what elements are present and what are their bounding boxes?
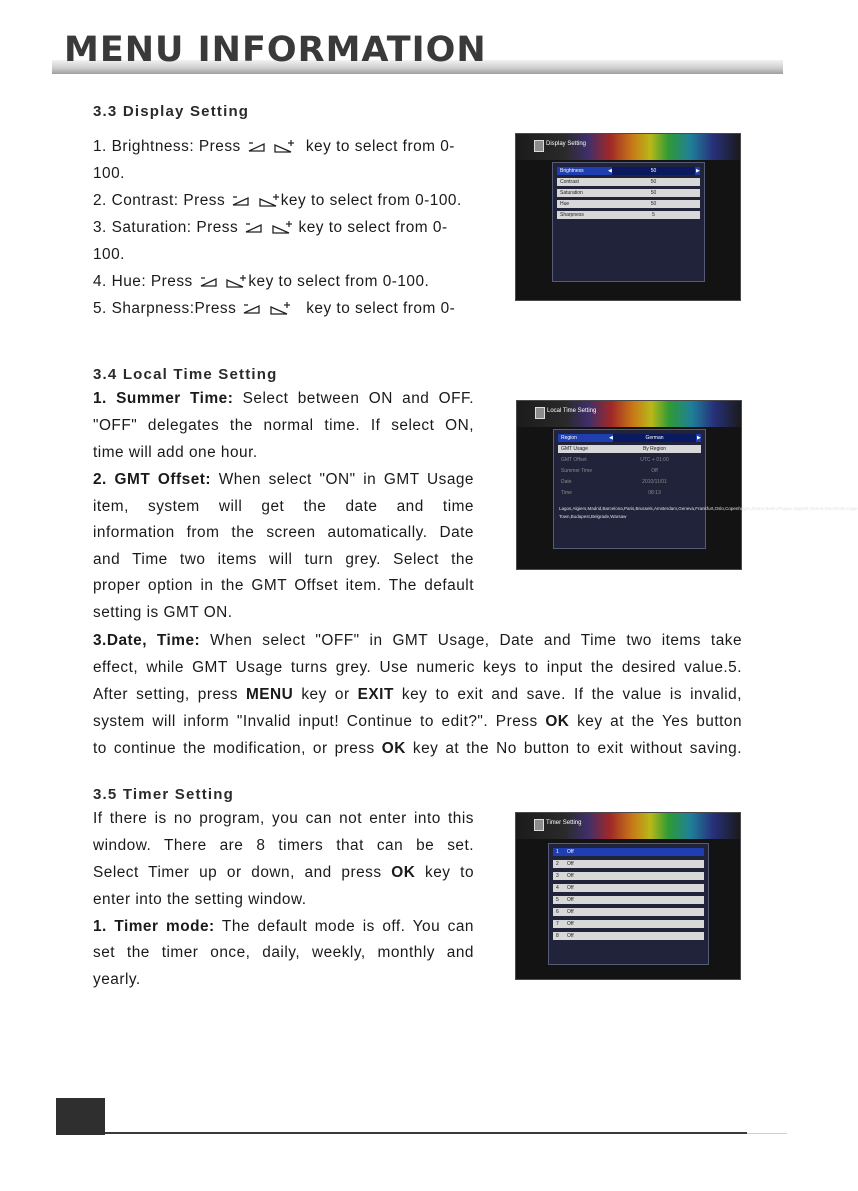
timer-row[interactable]: 2 Off <box>553 860 704 868</box>
region-city-list: Lagos,Algiers,Madrid,Barcelona,Paris,Brussels,Amsterdam,Geneva,Frankfurt,Oslo,Copenhagen,Rome,Berlin,Prague,Zagreb,Vienna,Stockholm,Cape Town,Budapest,Belgrade,Warsaw <box>559 506 858 519</box>
timer-line-1: If there is no program, you can not enter into this <box>93 810 474 827</box>
gmt-offset-line-2: item, system will get the date and time <box>93 498 474 515</box>
footer-rule-light <box>747 1133 787 1134</box>
display-item-saturation: 3. Saturation: Press key to select from 0- <box>93 219 448 236</box>
volume-minus-key-icon <box>199 275 219 288</box>
screen-title-bar <box>516 813 740 839</box>
date-time-line-3: After setting, press MENU key or EXIT key to exit and save. If the value is invalid, <box>93 686 742 703</box>
setting-row[interactable]: Hue 50 <box>557 200 700 208</box>
arrow-left-icon: ◀ <box>609 435 613 441</box>
setting-row[interactable]: Time 08:13 <box>561 490 661 496</box>
volume-plus-key-icon <box>273 139 295 154</box>
screen-title-bar <box>516 134 740 160</box>
timer-row[interactable]: 4 Off <box>553 884 704 892</box>
volume-minus-key-icon <box>231 194 251 207</box>
summer-time-line-2: "OFF" delegates the normal time. If select ON, <box>93 417 474 434</box>
footer-page-tab <box>56 1098 105 1135</box>
setting-row[interactable]: GMT Usage By Region <box>558 445 701 453</box>
local-time-setting-screenshot <box>516 400 858 570</box>
section-heading-timer: 3.5 Timer Setting <box>93 786 234 803</box>
page-title: MENU INFORMATION <box>64 30 487 70</box>
setting-row[interactable]: Saturation 50 <box>557 189 700 197</box>
timer-mode-line-2: set the timer once, daily, weekly, monthly and <box>93 944 474 961</box>
arrow-left-icon: ◀ <box>608 168 612 174</box>
timer-setting-screenshot <box>515 812 741 980</box>
display-item-brightness: 1. Brightness: Press key to select from 0- <box>93 138 455 155</box>
date-time-line-1: 3.Date, Time: When select "OFF" in GMT Usage, Date and Time two items take <box>93 632 743 649</box>
timer-mode-line-1: 1. Timer mode: The default mode is off. You can <box>93 918 474 935</box>
timer-row[interactable]: 6 Off <box>553 908 704 916</box>
setting-row[interactable]: Brightness ◀ 50 ▶ <box>557 167 700 175</box>
timer-line-4: enter into the setting window. <box>93 891 307 908</box>
section-heading-local-time: 3.4 Local Time Setting <box>93 366 278 383</box>
menu-icon <box>535 407 545 419</box>
summer-time-line-3: time will add one hour. <box>93 444 258 461</box>
volume-plus-key-icon <box>258 193 280 208</box>
gmt-offset-line-4: and Time two items will turn grey. Select the <box>93 551 474 568</box>
gmt-offset-line-6: setting is GMT ON. <box>93 604 233 621</box>
setting-row[interactable]: GMT Offset UTC + 01:00 <box>561 457 669 463</box>
arrow-right-icon: ▶ <box>696 168 700 174</box>
date-time-line-5: to continue the modification, or press OK key at the No button to exit without saving. <box>93 740 742 757</box>
summer-time-line-1: 1. Summer Time: Select between ON and OFF. <box>93 390 474 407</box>
screen-title: Local Time Setting <box>547 408 597 414</box>
setting-row[interactable]: Date 2010/11/01 <box>561 479 667 485</box>
timer-row[interactable]: 7 Off <box>553 920 704 928</box>
timer-row[interactable]: 5 Off <box>553 896 704 904</box>
date-time-line-4: system will inform "Invalid input! Continue to edit?". Press OK key at the Yes button <box>93 713 742 730</box>
date-time-line-2: effect, while GMT Usage turns grey. Use numeric keys to input the desired value.5. <box>93 659 742 676</box>
menu-icon <box>534 140 544 152</box>
volume-minus-key-icon <box>244 221 264 234</box>
setting-row[interactable]: Summer Time Off <box>561 468 658 474</box>
display-item-contrast: 2. Contrast: Press key to select from 0-100. <box>93 192 462 209</box>
settings-panel <box>552 162 705 282</box>
display-item-hue: 4. Hue: Press key to select from 0-100. <box>93 273 430 290</box>
timer-mode-line-3: yearly. <box>93 971 141 988</box>
timer-line-2: window. There are 8 timers that can be set. <box>93 837 474 854</box>
screen-title-bar <box>517 401 741 427</box>
volume-minus-key-icon <box>247 140 267 153</box>
display-item-saturation-cont: 100. <box>93 246 125 263</box>
timer-row[interactable]: 1 Off <box>553 848 704 856</box>
setting-row[interactable]: Region ◀ German ▶ <box>558 434 701 442</box>
volume-minus-key-icon <box>242 302 262 315</box>
footer-rule <box>105 1132 747 1134</box>
volume-plus-key-icon <box>225 274 247 289</box>
screen-title: Timer Setting <box>546 820 582 826</box>
display-setting-screenshot <box>515 133 741 301</box>
timer-row[interactable]: 8 Off <box>553 932 704 940</box>
setting-row[interactable]: Sharpness 5 <box>557 211 700 219</box>
display-item-sharpness: 5. Sharpness:Press key to select from 0- <box>93 300 456 317</box>
gmt-offset-line-3: information from the screen automatically. Date <box>93 524 474 541</box>
timer-row[interactable]: 3 Off <box>553 872 704 880</box>
timer-list-panel <box>548 843 709 965</box>
volume-plus-key-icon <box>271 220 293 235</box>
gmt-offset-line-5: proper option in the GMT Offset item. The default <box>93 577 474 594</box>
menu-icon <box>534 819 544 831</box>
screen-title: Display Setting <box>546 141 587 147</box>
setting-row[interactable]: Contrast 50 <box>557 178 700 186</box>
display-item-brightness-cont: 100. <box>93 165 125 182</box>
gmt-offset-line-1: 2. GMT Offset: When select "ON" in GMT Usage <box>93 471 474 488</box>
arrow-right-icon: ▶ <box>697 435 701 441</box>
volume-plus-key-icon <box>269 301 291 316</box>
section-heading-display: 3.3 Display Setting <box>93 103 250 120</box>
settings-panel <box>553 429 858 549</box>
timer-line-3: Select Timer up or down, and press OK key to <box>93 864 475 881</box>
